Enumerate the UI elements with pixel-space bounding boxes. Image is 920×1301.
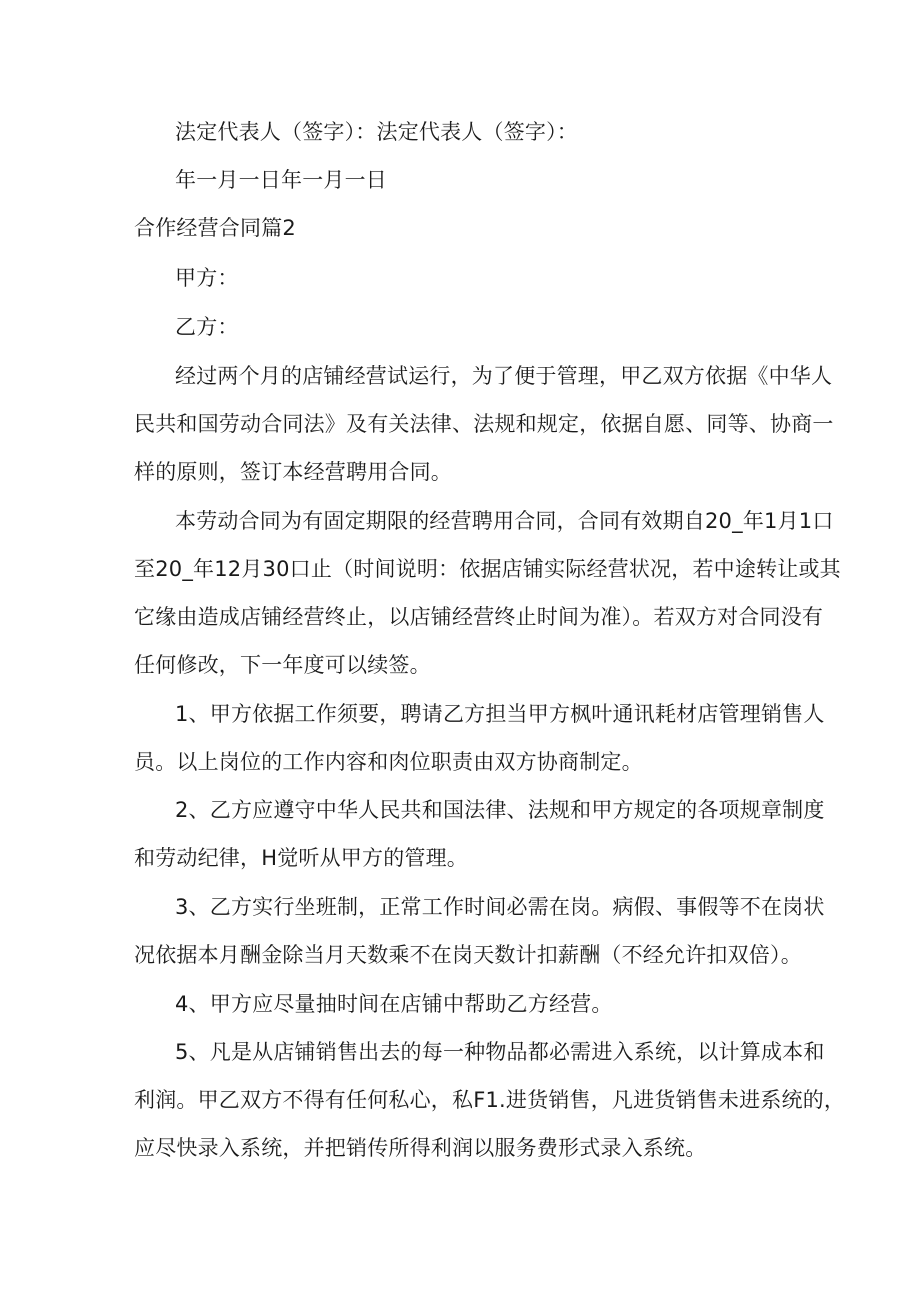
signature-line: 法定代表人（签字）：法定代表人（签字）： [175, 120, 578, 144]
section-title: 合作经营合同篇2 [134, 216, 296, 240]
clause-3-line: 况依据本月酬金除当月天数乘不在岗天数计扣薪酬（不经允许扣双倍）。 [134, 943, 802, 967]
clause-1-line: 1、甲方依据工作须要，聘请乙方担当甲方枫叶通讯耗材店管理销售人 [175, 702, 825, 726]
clause-5-line: 应尽快录入系统，并把销传所得利润以服务费形式录入系统。 [134, 1136, 707, 1160]
intro-line: 经过两个月的店铺经营试运行，为了便于管理，甲乙双方依据《中华人 [175, 364, 833, 388]
date-line: 年一月一日年一月一日 [175, 168, 387, 192]
clause-3-line: 3、乙方实行坐班制，正常工作时间必需在岗。病假、事假等不在岗状 [175, 895, 825, 919]
term-line: 本劳动合同为有固定期限的经营聘用合同，合同有效期自20_年1月1口 [175, 509, 834, 533]
intro-line: 民共和国劳动合同法》及有关法律、法规和规定，依据自愿、同等、协商一 [134, 412, 834, 436]
intro-line: 样的原则，签订本经营聘用合同。 [134, 460, 452, 484]
term-line: 它缘由造成店铺经营终止，以店铺经营终止时间为准）。若双方对合同没有 [134, 605, 824, 629]
clause-5-line: 利润。甲乙双方不得有任何私心，私F1.进货销售，凡进货销售未进系统的， [134, 1088, 846, 1112]
clause-4-line: 4、甲方应尽量抽时间在店铺中帮助乙方经营。 [175, 992, 613, 1016]
party-b-label: 乙方： [175, 315, 239, 339]
term-line: 任何修改，下一年度可以续签。 [134, 653, 431, 677]
clause-2-line: 2、乙方应遵守中华人民共和国法律、法规和甲方规定的各项规章制度 [175, 798, 825, 822]
clause-1-line: 员。以上岗位的工作内容和肉位职责由双方协商制定。 [134, 750, 643, 774]
clause-2-line: 和劳动纪律，H觉听从甲方的管理。 [134, 846, 468, 870]
clause-5-line: 5、凡是从店铺销售出去的每一种物品都必需进入系统，以计算成本和 [175, 1040, 825, 1064]
term-line: 至20_年12月30口止（时间说明：依据店铺实际经营状况，若中途转让或其 [134, 557, 841, 581]
party-a-label: 甲方： [175, 266, 239, 290]
